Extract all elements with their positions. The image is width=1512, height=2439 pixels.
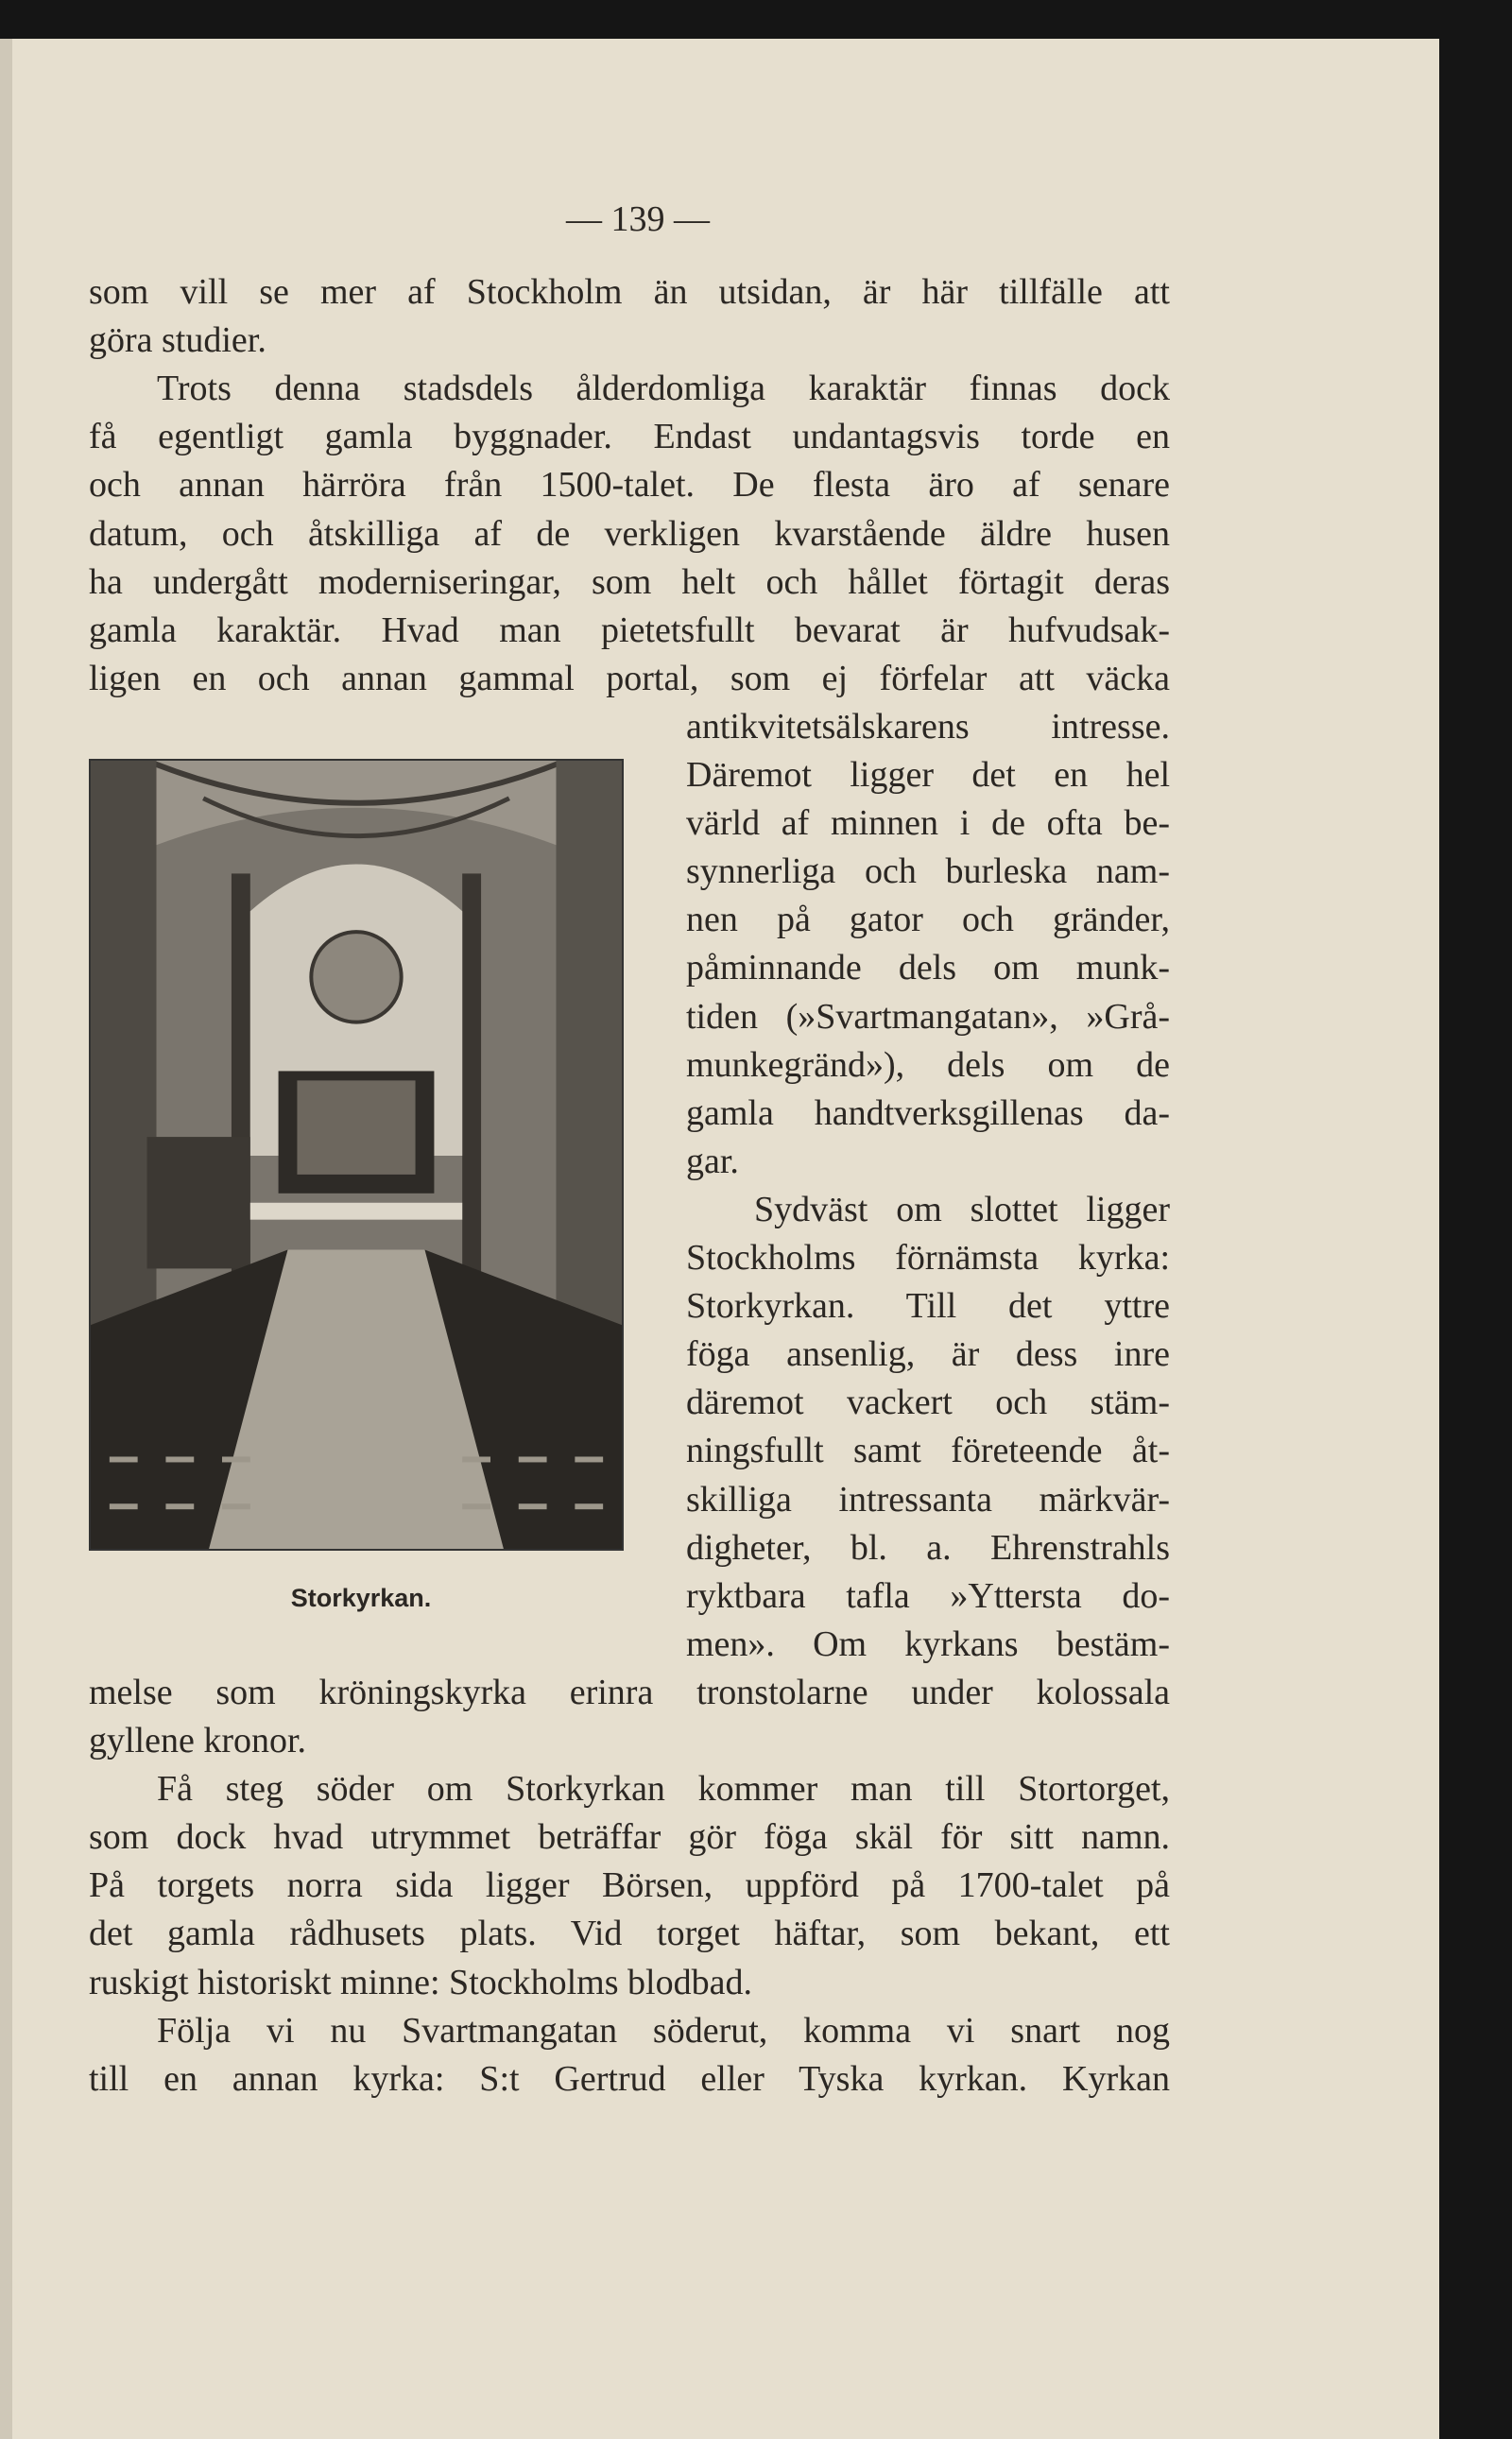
text-line: synnerliga och burleska nam- [686,851,1170,892]
text-line: ha undergått moderniseringar, som helt och hållet förtagit deras [89,561,1170,602]
text-line: Sydväst om slottet ligger [754,1189,1170,1229]
text-line: gar. [686,1141,739,1181]
text-line: som vill se mer af Stockholm än utsidan, är här tillfälle att [89,272,1170,312]
text-line: men». Om kyrkans bestäm- [686,1623,1170,1664]
text-line: som dock hvad utrymmet beträffar gör föga skäl för sitt namn. [89,1817,1170,1858]
text-line: påminnande dels om munk- [686,948,1170,988]
text-line: Däremot ligger det en hel [686,755,1170,795]
text-line: gamla handtverksgillenas da- [686,1092,1170,1133]
text-line: värld af minnen i de ofta be- [686,803,1170,844]
text-line: digheter, bl. a. Ehrenstrahls [686,1527,1170,1568]
scan-left-edge [0,39,12,2439]
text-line: göra studier. [89,320,266,361]
church-interior-illustration [91,761,622,1549]
text-line: gyllene kronor. [89,1721,307,1761]
text-line: datum, och åtskilliga af de verkligen kvarstående äldre husen [89,513,1170,554]
text-line: ligen en och annan gammal portal, som ej förfelar att väcka [89,658,1170,698]
text-line: Trots denna stadsdels ålderdomliga karaktär finnas dock [157,369,1170,409]
scan-top-border [0,0,1512,39]
text-line: munkegränd»), dels om de [686,1044,1170,1085]
text-line: till en annan kyrka: S:t Gertrud eller Tyska kyrkan. Kyrkan [89,2058,1170,2099]
text-line: och annan härröra från 1500-talet. De flesta äro af senare [89,465,1170,506]
text-line: få egentligt gamla byggnader. Endast undantagsvis torde en [89,417,1170,457]
text-line: ryktbara tafla »Yttersta do- [686,1575,1170,1616]
text-line: melse som kröningskyrka erinra tronstolarne under kolossala [89,1672,1170,1712]
text-line: Stockholms förnämsta kyrka: [686,1238,1170,1278]
text-line: Få steg söder om Storkyrkan kommer man till Stortorget, [157,1769,1170,1810]
text-line: ningsfullt samt företeende åt- [686,1431,1170,1471]
text-line: gamla karaktär. Hvad man pietetsfullt bevarat är hufvudsak- [89,610,1170,650]
figure-caption: Storkyrkan. [290,1584,432,1612]
page-number: — 139 — [566,199,710,239]
text-line: ruskigt historiskt minne: Stockholms blodbad. [89,1962,752,2002]
church-interior-photo [89,759,624,1551]
text-line: På torgets norra sida ligger Börsen, uppförd på 1700-talet på [89,1865,1170,1906]
text-line: Storkyrkan. Till det yttre [686,1286,1170,1327]
text-line: det gamla rådhusets plats. Vid torget häftar, som bekant, ett [89,1914,1170,1954]
text-line: nen på gator och gränder, [686,900,1170,940]
text-line: däremot vackert och stäm- [686,1383,1170,1423]
text-line: tiden (»Svartmangatan», »Grå- [686,996,1170,1037]
scan-right-border [1439,0,1512,2439]
text-line: antikvitetsälskarens intresse. [686,706,1170,747]
text-line: skilliga intressanta märkvär- [686,1479,1170,1520]
text-line: föga ansenlig, är dess inre [686,1334,1170,1375]
text-line: Följa vi nu Svartmangatan söderut, komma vi snart nog [157,2010,1170,2051]
